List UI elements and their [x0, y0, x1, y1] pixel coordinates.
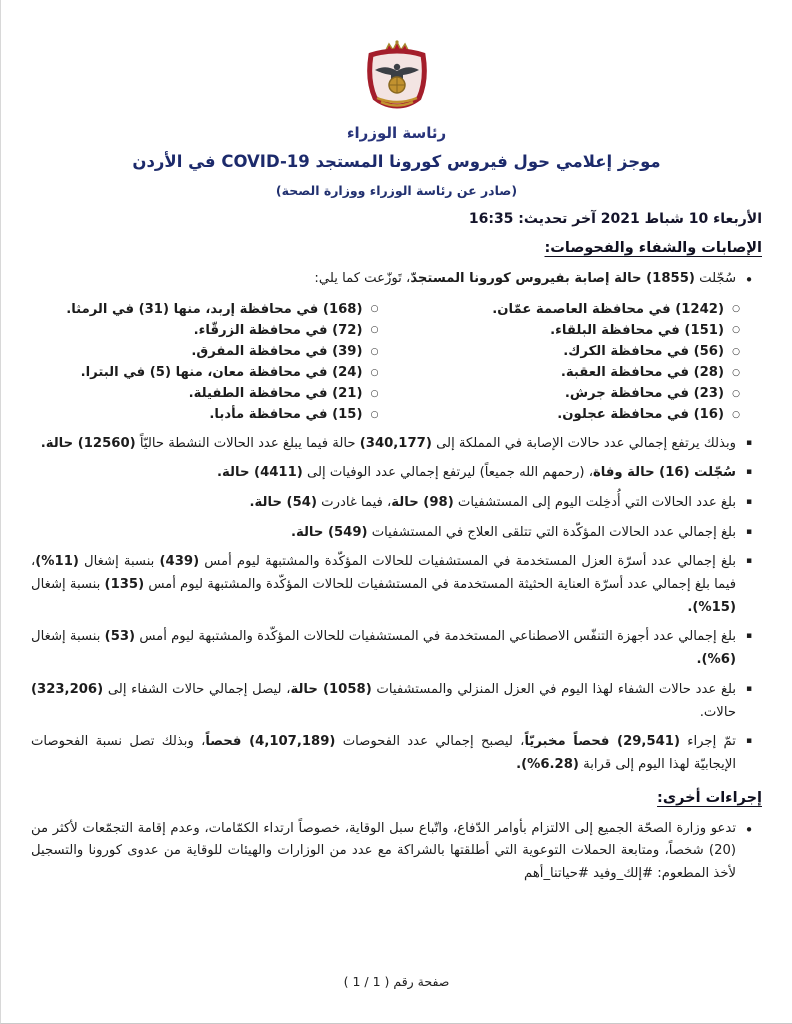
stat-item	[31, 433, 762, 456]
circle-bullet-icon: ○	[732, 346, 740, 357]
governorate-text: (39) في محافظة المفرق.	[191, 344, 363, 359]
circle-bullet-icon: ○	[732, 325, 740, 336]
jordan-coat-of-arms-icon	[341, 40, 453, 122]
circle-bullet-icon: ○	[370, 367, 379, 378]
governorate-text: (56) في محافظة الكرك.	[563, 344, 724, 359]
governorate-item	[393, 320, 749, 341]
statistics-list	[31, 433, 762, 777]
square-bullet-icon: ▪	[745, 526, 753, 537]
governorate-item	[31, 362, 387, 383]
section-heading-other: إجراءات أخرى:	[657, 789, 762, 806]
section-heading-cases: الإصابات والشفاء والفحوصات:	[544, 240, 762, 256]
header-logo	[31, 40, 762, 142]
governorate-text: (168) في محافظة إربد، منها (31) في الرمثا.	[66, 301, 363, 317]
governorate-text: (15) في محافظة مأدبا.	[209, 407, 363, 423]
square-bullet-icon: ▪	[745, 683, 753, 694]
governorate-list	[31, 299, 748, 426]
governorate-item	[393, 299, 749, 320]
stat-text: بلغ إجمالي عدد الحالات المؤكّدة التي تتلقى العلاج في المستشفيات (549) حالة.	[290, 524, 736, 540]
governorate-item	[393, 341, 749, 362]
governorate-item	[31, 383, 387, 404]
governorate-item	[393, 383, 749, 404]
circle-bullet-icon: ○	[370, 304, 379, 315]
stat-text: تمّ إجراء (29,541) فحصاً مخبريّاً، ليصبح إجمالي عدد الفحوصات (4,107,189) فحصاً، وبذلك تصل نسبة الفحوصات الإيجابيّة لهذا اليوم إلى قرابة (6.28%).	[31, 734, 736, 772]
stat-item	[31, 626, 762, 671]
other-measures-bullet	[31, 818, 762, 886]
stat-text: وبذلك يرتفع إجمالي عدد حالات الإصابة في المملكة إلى (340,177) حالة فيما يبلغ عدد الحالات النشطة حاليّاً (12560) حالة.	[40, 435, 736, 451]
square-bullet-icon: ▪	[745, 496, 753, 507]
stat-item	[31, 551, 762, 619]
page-title: موجز إعلامي حول فيروس كورونا المستجد COVID-19 في الأردن	[132, 152, 661, 171]
governorate-text: (21) في محافظة الطفيلة.	[188, 386, 363, 402]
governorate-item	[31, 341, 387, 362]
governorate-text: (72) في محافظة الزرقّاء.	[193, 322, 363, 338]
governorate-item	[31, 299, 387, 320]
stat-text: بلغ عدد حالات الشفاء لهذا اليوم في العزل المنزلي والمستشفيات (1058) حالة، ليصل إجمالي حالات الشفاء إلى (323,206) حالات.	[31, 681, 737, 720]
stat-text: بلغ إجمالي عدد أسرّة العزل المستخدمة في المستشفيات للحالات المؤكّدة والمشتبهة ليوم أمس (439) بنسبة إشغال (11%)، فيما بلغ إجمالي عدد أسرّة العناية الحثيثة المستخدمة في المستشفيات للحالات المؤكّدة والمشتبهة ليوم أمس (135) بنسبة إشغال (15%).	[31, 554, 736, 615]
footer-page-number: صفحة رقم ( 1 / 1 )	[343, 974, 450, 989]
circle-bullet-icon: ○	[732, 304, 740, 315]
circle-bullet-icon: ○	[370, 346, 379, 357]
stat-item	[31, 679, 762, 724]
governorate-text: (28) في محافظة العقبة.	[560, 365, 724, 381]
governorate-text: (24) في محافظة معان، منها (5) في البترا.	[80, 365, 363, 381]
round-bullet-icon: •	[744, 820, 754, 839]
circle-bullet-icon: ○	[370, 325, 379, 336]
date-line: الأربعاء 10 شباط 2021 آخر تحديث: 16:35	[468, 211, 762, 227]
logo-caption: رئاسة الوزراء	[346, 124, 447, 142]
circle-bullet-icon: ○	[370, 409, 379, 420]
governorate-text: (151) في محافظة البلقاء.	[550, 322, 724, 338]
circle-bullet-icon: ○	[732, 409, 740, 420]
other-measures-text: تدعو وزارة الصحّة الجميع إلى الالتزام بأوامر الدّفاع، واتّباع سبل الوقاية، خصوصاً ارتداء الكمّامات، وعدم إقامة التجمّعات لأكثر من (20) شخصاً، ومتابعة الحملات التوعوية التي أطلقتها بالشراكة مع عدد من الوزارات والهيئات للوقاية من عدوى كورونا والتسجيل لأخذ المطعوم: #إلك_وفيد #حياتنا_أهم	[31, 820, 736, 882]
page-subtitle: (صادر عن رئاسة الوزراء ووزارة الصحة)	[275, 183, 518, 198]
square-bullet-icon: ▪	[745, 467, 753, 478]
stat-item	[31, 492, 762, 515]
round-bullet-icon: •	[744, 271, 754, 289]
square-bullet-icon: ▪	[745, 556, 753, 567]
cases-intro-text: سُجّلت (1855) حالة إصابة بفيروس كورونا المستجدّ، تَوزّعت كما يلي:	[314, 271, 736, 286]
governorate-item	[393, 404, 749, 425]
governorate-text: (1242) في محافظة العاصمة عمّان.	[492, 301, 724, 317]
square-bullet-icon: ▪	[745, 631, 753, 642]
stat-text: سُجّلت (16) حالة وفاة، (رحمهم الله جميعاً) ليرتفع إجمالي عدد الوفيات إلى (4411) حالة.	[217, 465, 736, 481]
stat-text: بلغ إجمالي عدد أجهزة التنفّس الاصطناعي المستخدمة في المستشفيات للحالات المؤكّدة والمشتبهة ليوم أمس (53) بنسبة إشغال (6%).	[31, 629, 737, 668]
stat-text: بلغ عدد الحالات التي أُدخِلت اليوم إلى المستشفيات (98) حالة، فيما غادرت (54) حالة.	[249, 494, 736, 510]
governorate-item	[31, 320, 387, 341]
circle-bullet-icon: ○	[732, 388, 740, 399]
circle-bullet-icon: ○	[732, 367, 740, 378]
square-bullet-icon: ▪	[745, 736, 753, 747]
governorate-text: (16) في محافظة عجلون.	[557, 407, 724, 423]
stat-item	[31, 462, 762, 485]
governorate-text: (23) في محافظة جرش.	[564, 386, 724, 402]
cases-intro-bullet	[31, 268, 762, 293]
circle-bullet-icon: ○	[370, 388, 379, 399]
square-bullet-icon: ▪	[745, 437, 753, 448]
governorate-item	[31, 404, 387, 425]
governorate-item	[393, 362, 749, 383]
stat-item	[31, 522, 762, 545]
stat-item	[31, 731, 762, 776]
